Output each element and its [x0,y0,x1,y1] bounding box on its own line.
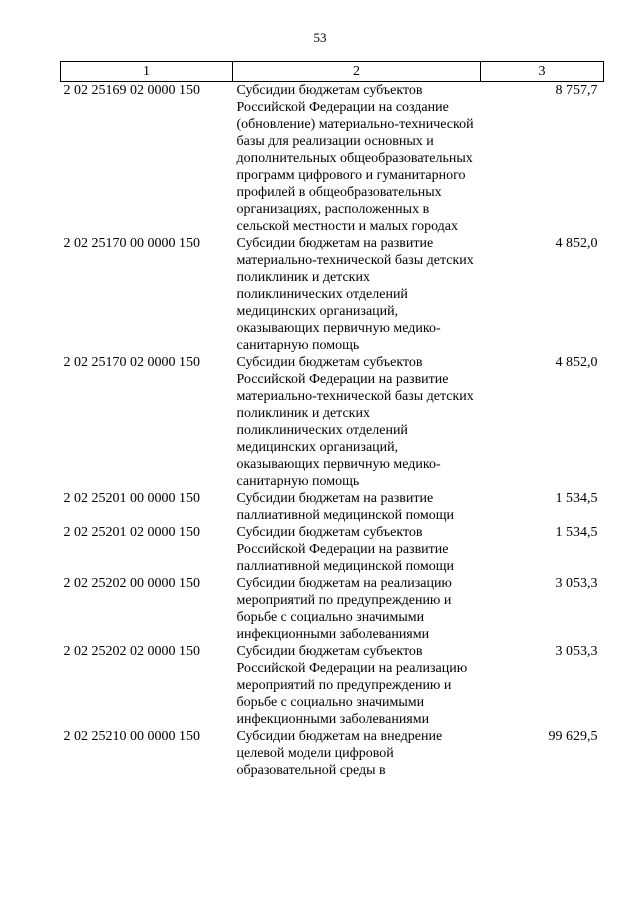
table-row [61,575,604,643]
row-amount: 3 053,3 [555,644,598,659]
row-code: 2 02 25170 02 0000 150 [63,355,200,370]
table-row [61,524,604,575]
column-header-code: 1 [61,62,233,82]
row-description: Субсидии бюджетам на развитие материально-технической базы детских поликлиник и детских поликлинических отделений медицинских организаций, оказывающих первичную медико-санитарную помощь [236,236,474,353]
table-row [61,643,604,728]
page-number: 53 [313,30,327,45]
row-code: 2 02 25210 00 0000 150 [63,729,200,744]
table-row [61,490,604,524]
row-amount: 4 852,0 [555,355,598,370]
row-amount: 4 852,0 [555,236,598,251]
row-amount: 8 757,7 [555,83,598,98]
row-code: 2 02 25202 00 0000 150 [63,576,200,591]
row-code: 2 02 25201 00 0000 150 [63,491,200,506]
row-code: 2 02 25202 02 0000 150 [63,644,200,659]
table-header-row [61,62,604,82]
row-amount: 1 534,5 [555,525,598,540]
row-amount: 99 629,5 [548,729,598,744]
row-amount: 1 534,5 [555,491,598,506]
row-code: 2 02 25169 02 0000 150 [63,83,200,98]
table-row [61,354,604,490]
row-description: Субсидии бюджетам субъектов Российской Федерации на развитие паллиативной медицинской помощи [236,525,454,574]
row-amount: 3 053,3 [555,576,598,591]
column-header-description: 2 [233,62,481,82]
table-row [61,728,604,779]
row-description: Субсидии бюджетам субъектов Российской Федерации на реализацию мероприятий по предупреждению и борьбе с социально значимыми инфекционными заболеваниями [236,644,468,727]
row-code: 2 02 25201 02 0000 150 [63,525,200,540]
table-row [61,235,604,354]
row-description: Субсидии бюджетам субъектов Российской Федерации на развитие материально-технической базы детских поликлиник и детских поликлинических отделений медицинских организаций, оказывающих первичную медико-санитарную помощь [236,355,474,489]
table-row [61,82,604,236]
row-code: 2 02 25170 00 0000 150 [63,236,200,251]
row-description: Субсидии бюджетам на реализацию мероприятий по предупреждению и борьбе с социально значимыми инфекционными заболеваниями [236,576,452,642]
budget-table [60,61,604,779]
row-description: Субсидии бюджетам на внедрение целевой модели цифровой образовательной среды в [236,729,443,778]
row-description: Субсидии бюджетам на развитие паллиативной медицинской помощи [236,491,454,523]
row-description: Субсидии бюджетам субъектов Российской Федерации на создание (обновление) материально-технической базы для реализации основных и дополнительных общеобразовательных программ цифрового и гуманитарного профилей в общеобразовательных организациях, расположенных в сельской местности и малых городах [236,83,474,234]
column-header-amount: 3 [481,62,604,82]
